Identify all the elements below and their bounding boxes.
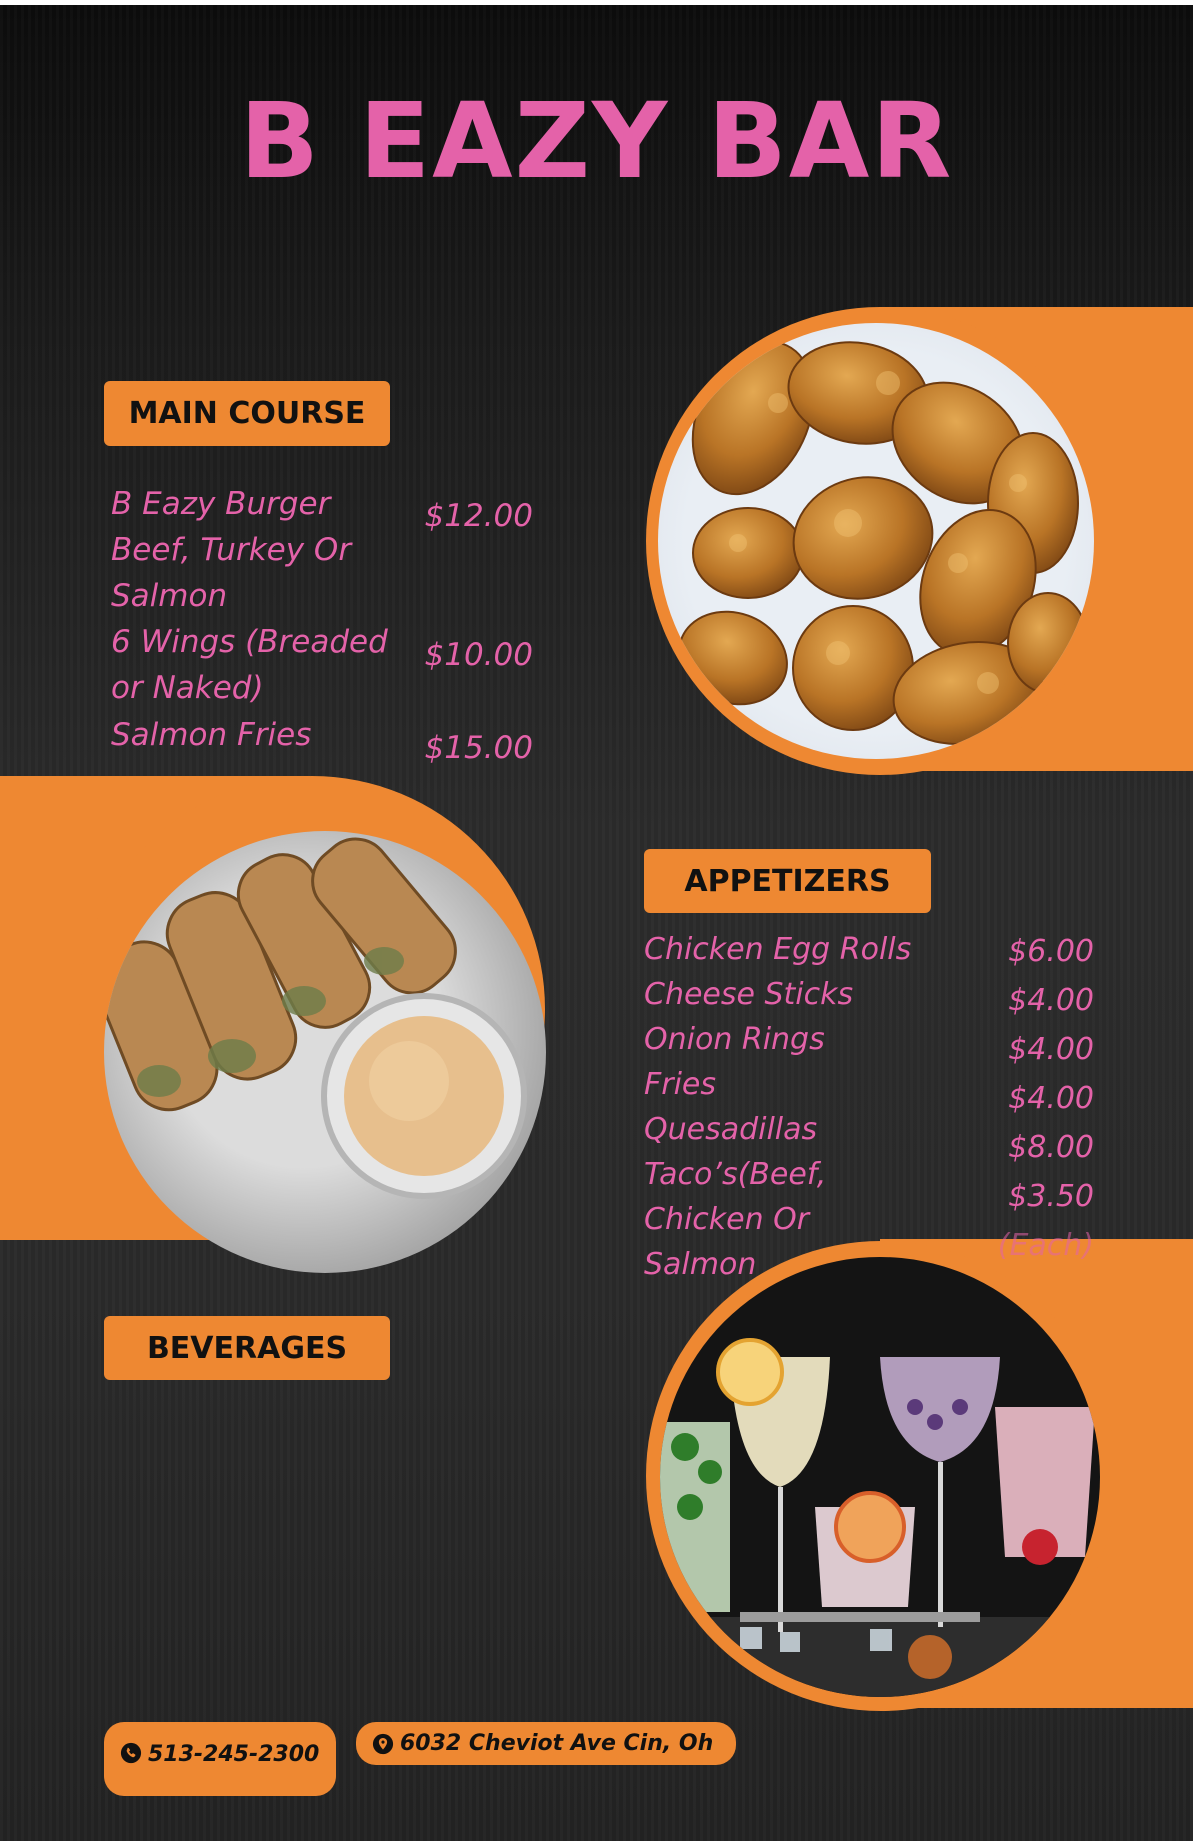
egg-rolls-photo [104, 831, 546, 1273]
beverages-heading: BEVERAGES [104, 1316, 390, 1380]
phone-number: 513-245-2300 [148, 1742, 320, 1767]
appetizer-price: $4.00 [1008, 1032, 1094, 1067]
address-pill[interactable] [356, 1722, 736, 1765]
address-text: 6032 Cheviot Ave Cin, Oh [400, 1731, 714, 1756]
menu-item-name: or Naked) [111, 670, 264, 706]
location-pin-icon [372, 1733, 394, 1755]
appetizer-name: Fries [644, 1067, 717, 1102]
menu-item-name: B Eazy Burger [111, 486, 331, 522]
phone-pill[interactable] [104, 1722, 336, 1796]
appetizers-heading: APPETIZERS [644, 849, 931, 913]
phone-icon [120, 1742, 142, 1764]
appetizer-price: $8.00 [1008, 1130, 1094, 1165]
appetizer-name: Taco’s(Beef, [644, 1157, 827, 1192]
appetizer-price-note: (Each) [997, 1228, 1094, 1263]
menu-item-price: $12.00 [424, 498, 533, 534]
menu-item-name: Beef, Turkey Or [111, 532, 352, 568]
menu-item-name: Salmon Fries [111, 717, 312, 753]
menu-item-name: Salmon [111, 578, 228, 614]
appetizer-price: $4.00 [1008, 1081, 1094, 1116]
fried-wings-photo [658, 323, 1094, 759]
appetizer-name: Salmon [644, 1247, 757, 1282]
appetizer-name: Chicken Or [644, 1202, 810, 1237]
page-title: B EAZY BAR [239, 80, 954, 202]
cocktails-photo [660, 1257, 1100, 1697]
main-course-heading: MAIN COURSE [104, 381, 390, 446]
menu-item-price: $10.00 [424, 637, 533, 673]
appetizer-name: Onion Rings [644, 1022, 825, 1057]
appetizer-price: $3.50 [1008, 1179, 1094, 1214]
appetizer-name: Chicken Egg Rolls [644, 932, 912, 967]
menu-item-price: $15.00 [424, 730, 533, 766]
menu-item-name: 6 Wings (Breaded [111, 624, 388, 660]
appetizer-price: $6.00 [1008, 934, 1094, 969]
appetizer-price: $4.00 [1008, 983, 1094, 1018]
appetizer-name: Quesadillas [644, 1112, 818, 1147]
menu-page [0, 5, 1193, 1841]
appetizer-name: Cheese Sticks [644, 977, 854, 1012]
